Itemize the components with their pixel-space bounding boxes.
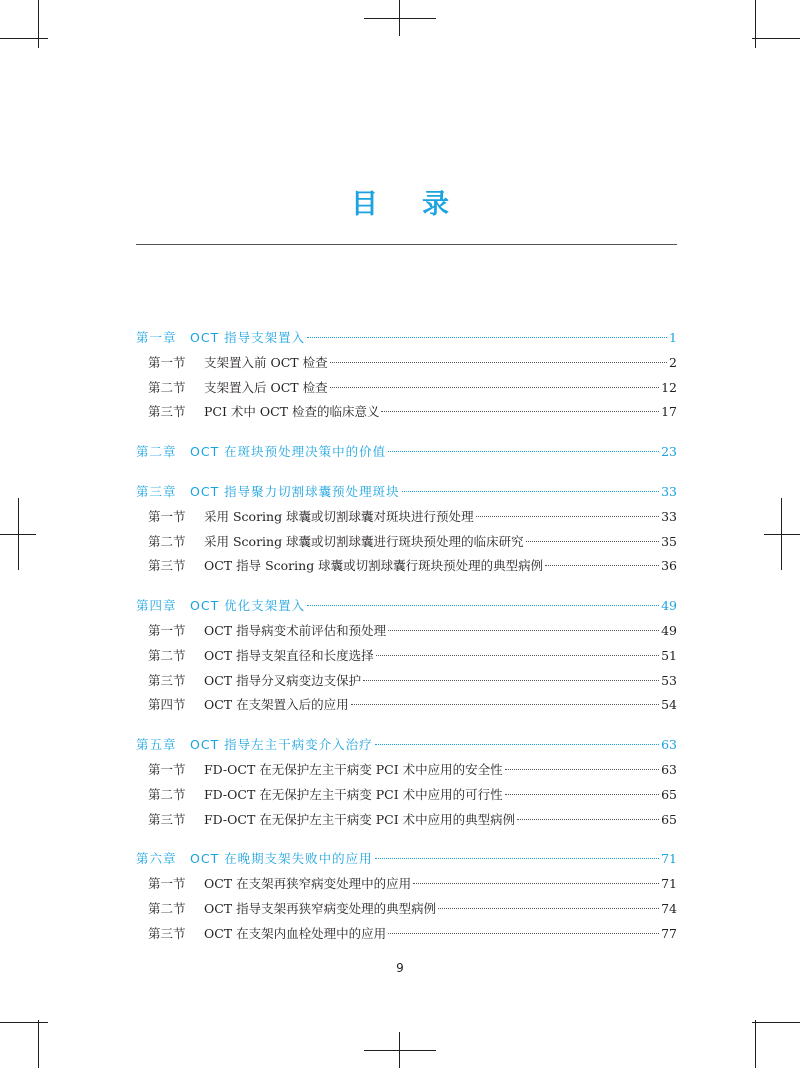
toc-entry-title: OCT 指导左主干病变介入治疗 — [190, 737, 373, 753]
toc-entry-label: 第五章 — [136, 737, 177, 753]
toc-entry-label: 第一节 — [148, 354, 186, 370]
toc-entry-page: 17 — [661, 404, 677, 420]
toc-entry-label: 第三章 — [136, 483, 177, 499]
toc-section-entry[interactable] — [136, 669, 677, 694]
toc-entry-page: 2 — [669, 354, 677, 370]
toc-entry-label: 第一节 — [148, 876, 186, 892]
dot-leader — [505, 769, 659, 770]
dot-leader — [388, 451, 659, 452]
toc-entry-page: 74 — [661, 900, 677, 916]
toc-entry-page: 65 — [661, 811, 677, 827]
dot-leader — [413, 883, 659, 884]
toc-entry-page: 1 — [669, 330, 677, 345]
toc-chapter-entry[interactable] — [136, 594, 677, 619]
toc-entry-title: OCT 在支架内血栓处理中的应用 — [204, 925, 387, 941]
toc-entry-label: 第四章 — [136, 598, 177, 614]
dot-leader — [307, 337, 667, 338]
title-char: 录 — [422, 189, 449, 220]
page-title — [0, 182, 800, 221]
dot-leader — [330, 387, 659, 388]
toc-entry-label: 第一节 — [148, 761, 186, 777]
toc-entry-title: FD-OCT 在无保护左主干病变 PCI 术中应用的安全性 — [204, 761, 503, 777]
toc-entry-label: 第二节 — [148, 379, 186, 395]
toc-section-entry[interactable] — [136, 400, 677, 425]
toc-entry-title: FD-OCT 在无保护左主干病变 PCI 术中应用的典型病例 — [204, 811, 516, 827]
toc-section-entry[interactable] — [136, 505, 677, 530]
toc-entry-page: 54 — [661, 697, 677, 713]
toc-entry-label: 第一节 — [148, 508, 186, 524]
toc-entry-page: 33 — [661, 508, 677, 524]
toc-gap — [136, 425, 677, 440]
dot-leader — [307, 605, 659, 606]
toc-section-entry[interactable] — [136, 693, 677, 718]
toc-entry-title: OCT 指导支架再狭窄病变处理的典型病例 — [204, 900, 437, 916]
title-char: 目 — [351, 189, 378, 220]
dot-leader — [526, 541, 660, 542]
dot-leader — [330, 362, 667, 363]
toc-section-entry[interactable] — [136, 872, 677, 897]
toc-section-entry[interactable] — [136, 808, 677, 833]
toc-entry-page: 36 — [661, 558, 677, 574]
toc-section-entry[interactable] — [136, 554, 677, 579]
toc-entry-page: 53 — [661, 672, 677, 688]
dot-leader — [402, 491, 659, 492]
dot-leader — [381, 411, 659, 412]
dot-leader — [376, 655, 659, 656]
toc-entry-title: OCT 指导支架直径和长度选择 — [204, 647, 374, 663]
toc-entry-page: 23 — [661, 444, 677, 460]
toc-entry-label: 第三节 — [148, 925, 186, 941]
toc-entry-title: OCT 指导病变术前评估和预处理 — [204, 622, 387, 638]
dot-leader — [388, 933, 659, 934]
toc-entry-title: 采用 Scoring 球囊或切割球囊进行斑块预处理的临床研究 — [204, 533, 524, 549]
toc-entry-label: 第三节 — [148, 672, 186, 688]
toc-section-entry[interactable] — [136, 644, 677, 669]
toc-entry-page: 49 — [661, 598, 677, 614]
dot-leader — [438, 908, 659, 909]
toc-entry-title: OCT 指导分叉病变边支保护 — [204, 672, 362, 688]
toc-entry-label: 第三节 — [148, 811, 186, 827]
toc-entry-label: 第二节 — [148, 900, 186, 916]
toc-gap — [136, 718, 677, 733]
toc-gap — [136, 465, 677, 480]
dot-leader — [505, 794, 659, 795]
toc-entry-title: OCT 在晚期支架失败中的应用 — [190, 851, 373, 867]
toc-entry-title: OCT 在斑块预处理决策中的价值 — [190, 444, 387, 460]
title-divider — [136, 244, 677, 245]
dot-leader — [545, 565, 659, 566]
dot-leader — [351, 704, 659, 705]
toc-entry-title: 支架置入后 OCT 检查 — [204, 379, 328, 395]
toc-chapter-entry[interactable] — [136, 733, 677, 758]
toc-entry-label: 第六章 — [136, 851, 177, 867]
toc-entry-label: 第一节 — [148, 622, 186, 638]
toc-section-entry[interactable] — [136, 619, 677, 644]
toc-entry-page: 71 — [661, 851, 677, 867]
toc-entry-label: 第二章 — [136, 444, 177, 460]
toc-chapter-entry[interactable] — [136, 480, 677, 505]
toc-entry-title: OCT 在支架再狭窄病变处理中的应用 — [204, 876, 412, 892]
toc-entry-label: 第二节 — [148, 786, 186, 802]
toc-entry-page: 12 — [661, 379, 677, 395]
toc-entry-title: FD-OCT 在无保护左主干病变 PCI 术中应用的可行性 — [204, 786, 503, 802]
toc-entry-title: 支架置入前 OCT 检查 — [204, 354, 328, 370]
toc-entry-page: 65 — [661, 786, 677, 802]
dot-leader — [476, 516, 660, 517]
toc-gap — [136, 832, 677, 847]
dot-leader — [375, 858, 659, 859]
toc-chapter-entry[interactable] — [136, 440, 677, 465]
toc-entry-title: 采用 Scoring 球囊或切割球囊对斑块进行预处理 — [204, 508, 474, 524]
toc-entry-label: 第三节 — [148, 558, 186, 574]
toc-section-entry[interactable] — [136, 758, 677, 783]
toc-section-entry[interactable] — [136, 376, 677, 401]
toc-entry-label: 第四节 — [148, 697, 186, 713]
toc-entry-label: 第一章 — [136, 330, 177, 345]
table-of-contents — [136, 326, 677, 947]
toc-entry-page: 71 — [661, 876, 677, 892]
toc-section-entry[interactable] — [136, 897, 677, 922]
toc-section-entry[interactable] — [136, 530, 677, 555]
toc-entry-title: OCT 指导聚力切割球囊预处理斑块 — [190, 483, 400, 499]
toc-entry-title: OCT 优化支架置入 — [190, 598, 306, 614]
page-number: 9 — [396, 961, 404, 975]
toc-entry-page: 77 — [661, 925, 677, 941]
toc-entry-page: 33 — [661, 483, 677, 499]
dot-leader — [388, 630, 659, 631]
toc-entry-page: 49 — [661, 622, 677, 638]
toc-entry-page: 35 — [661, 533, 677, 549]
toc-entry-title: OCT 在支架置入后的应用 — [204, 697, 349, 713]
dot-leader — [363, 680, 659, 681]
toc-gap — [136, 579, 677, 594]
toc-section-entry[interactable] — [136, 922, 677, 947]
toc-section-entry[interactable] — [136, 351, 677, 376]
toc-chapter-entry[interactable] — [136, 847, 677, 872]
dot-leader — [517, 819, 659, 820]
toc-entry-page: 63 — [661, 761, 677, 777]
toc-entry-title: OCT 指导支架置入 — [190, 330, 306, 345]
dot-leader — [375, 744, 659, 745]
toc-entry-title: OCT 指导 Scoring 球囊或切割球囊行斑块预处理的典型病例 — [204, 558, 544, 574]
toc-entry-label: 第二节 — [148, 533, 186, 549]
toc-entry-label: 第二节 — [148, 647, 186, 663]
toc-entry-title: PCI 术中 OCT 检查的临床意义 — [204, 404, 380, 420]
toc-section-entry[interactable] — [136, 783, 677, 808]
toc-entry-page: 63 — [661, 737, 677, 753]
toc-entry-page: 51 — [661, 647, 677, 663]
toc-chapter-entry[interactable] — [136, 326, 677, 351]
toc-entry-label: 第三节 — [148, 404, 186, 420]
